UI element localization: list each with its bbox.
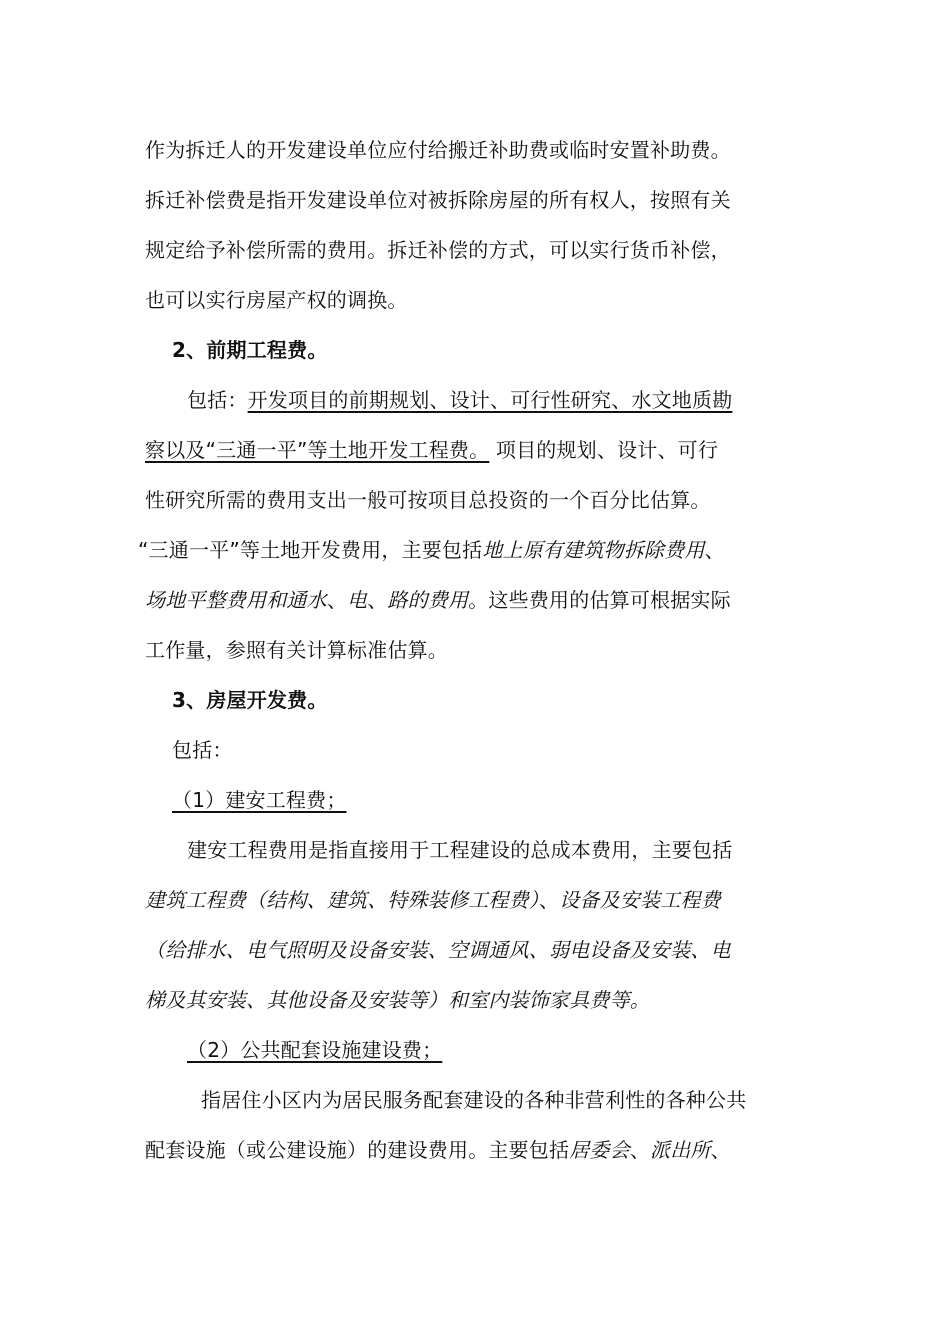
underlined-text: 察以及“三通一平”等土地开发工程费。 bbox=[145, 438, 490, 462]
paragraph-line bbox=[187, 386, 732, 414]
italic-text: 设备及安装工程费 bbox=[559, 888, 721, 912]
text-span: 、 bbox=[326, 588, 348, 612]
text-span: 、 bbox=[710, 1138, 731, 1162]
subheading-2: （2）公共配套设施建设费； bbox=[187, 1038, 443, 1062]
text-span: 包括： bbox=[187, 388, 248, 412]
paragraph-line bbox=[145, 1136, 731, 1164]
paragraph-line bbox=[145, 436, 718, 464]
italic-text: 场地平整费用和通水 bbox=[145, 588, 327, 612]
text-span: 。这些费用的估算可根据实际 bbox=[468, 588, 731, 612]
text-span: 配套设施（或公建设施）的建设费用。主要包括 bbox=[145, 1138, 570, 1162]
paragraph-line bbox=[145, 886, 721, 914]
section-heading-3: 3、房屋开发费。 bbox=[172, 688, 328, 712]
italic-text: 建筑工程费（结构、建筑、特殊装修工程费） bbox=[145, 888, 539, 912]
paragraph-line: 指居住小区内为居民服务配套建设的各种非营利性的各种公共 bbox=[201, 1088, 747, 1112]
italic-text: 派出所 bbox=[650, 1138, 711, 1162]
subheading-1: （1）建安工程费； bbox=[172, 788, 347, 812]
section-heading-2: 2、前期工程费。 bbox=[172, 338, 328, 362]
text-span: 、 bbox=[629, 1138, 651, 1162]
paragraph-line: 性研究所需的费用支出一般可按项目总投资的一个百分比估算。 bbox=[145, 488, 711, 512]
underlined-text: 开发项目的前期规划、设计、可行性研究、水文地质勘 bbox=[247, 388, 733, 412]
text-span: 、 bbox=[704, 538, 725, 562]
paragraph-line: 作为拆迁人的开发建设单位应付给搬迁补助费或临时安置补助费。 bbox=[145, 138, 731, 162]
paragraph-line bbox=[145, 586, 731, 614]
paragraph-line: 也可以实行房屋产权的调换。 bbox=[145, 288, 408, 312]
paragraph-line bbox=[138, 536, 725, 564]
paragraph-line: 规定给予补偿所需的费用。拆迁补偿的方式，可以实行货币补偿， bbox=[145, 238, 731, 262]
paragraph-line: （给排水、电气照明及设备安装、空调通风、弱电设备及安装、电 bbox=[145, 938, 731, 962]
italic-text: 路的费用 bbox=[387, 588, 469, 612]
italic-text: 居委会 bbox=[569, 1138, 630, 1162]
text-span: 项目的规划、设计、可行 bbox=[489, 438, 719, 462]
paragraph-line: 梯及其安装、其他设备及安装等）和室内装饰家具费等。 bbox=[145, 988, 650, 1012]
italic-text: 电 bbox=[347, 588, 368, 612]
paragraph-line: 建安工程费用是指直接用于工程建设的总成本费用，主要包括 bbox=[187, 838, 733, 862]
text-span: “三通一平”等土地开发费用，主要包括 bbox=[138, 538, 483, 562]
text-span: 、 bbox=[539, 888, 560, 912]
paragraph-line: 包括： bbox=[172, 738, 233, 762]
paragraph-line: 工作量，参照有关计算标准估算。 bbox=[145, 638, 448, 662]
paragraph-line: 拆迁补偿费是指开发建设单位对被拆除房屋的所有权人，按照有关 bbox=[145, 188, 731, 212]
italic-text: 地上原有建筑物拆除费用 bbox=[482, 538, 705, 562]
text-span: 、 bbox=[367, 588, 388, 612]
